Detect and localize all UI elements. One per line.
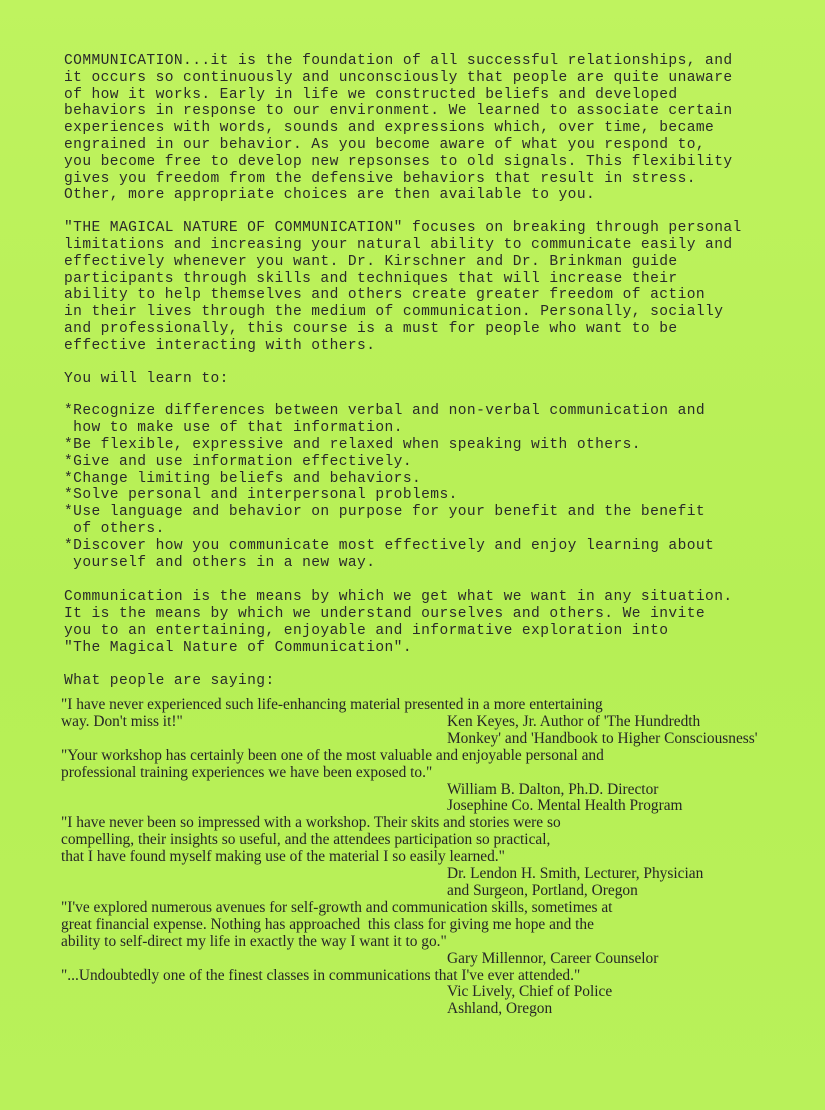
testimonial-text: that I have found myself making use of the material I so easily learned." bbox=[61, 848, 505, 866]
testimonial-attribution: Gary Millennor, Career Counselor bbox=[447, 949, 659, 967]
testimonial-text: ability to self-direct my life in exactly the way I want it to go." bbox=[61, 932, 447, 950]
list-item: *Discover how you communicate most effectively and enjoy learning about yourself and others in a new way. bbox=[64, 537, 715, 571]
intro-paragraph: COMMUNICATION...it is the foundation of all successful relationships, and it occurs so continuously and unconsciously that people are quite unaware of how it works. Early in life we constructed beliefs and developed behaviors in response to our environment. We learned to associate certain experiences with words, sounds and expressions which, over time, became engrained in our behavior. As you become aware of what you respond to, you become free to develop new repsonses to old signals. This flexibility gives you freedom from the defensive behaviors that result in stress. Other, more appropriate choices are then available to you. bbox=[64, 53, 733, 204]
testimonial-attribution: Vic Lively, Chief of Police bbox=[447, 983, 613, 1001]
testimonial-text: "I have never been so impressed with a workshop. Their skits and stories were so bbox=[61, 814, 561, 832]
list-item: *Give and use information effectively. bbox=[64, 453, 412, 470]
testimonial-text: way. Don't miss it!" bbox=[61, 712, 183, 730]
list-item: *Recognize differences between verbal and non-verbal communication and how to make use of that information. bbox=[64, 403, 706, 437]
closing-paragraph: Communication is the means by which we get what we want in any situation. It is the means by which we understand ourselves and others. We invite you to an entertaining, enjoyable and informative exploration into "The Magical Nature of Communication". bbox=[64, 589, 733, 656]
testimonial-text: "I have never experienced such life-enhancing material presented in a more entertaining bbox=[61, 696, 603, 713]
testimonial-attribution: William B. Dalton, Ph.D. Director bbox=[447, 780, 659, 798]
testimonial-text: "Your workshop has certainly been one of the most valuable and enjoyable personal and bbox=[61, 746, 604, 764]
testimonial-attribution: Ken Keyes, Jr. Author of 'The Hundredth bbox=[447, 712, 701, 730]
testimonial-text: "...Undoubtedly one of the finest classes in communications that I've ever attended." bbox=[61, 966, 581, 984]
testimonial-attribution: Dr. Lendon H. Smith, Lecturer, Physician bbox=[447, 865, 704, 883]
intro-section bbox=[64, 53, 804, 705]
testimonial-text: professional training experiences we have been exposed to." bbox=[61, 763, 433, 781]
list-item: *Solve personal and interpersonal problems. bbox=[64, 487, 458, 504]
learn-heading: You will learn to: bbox=[64, 370, 229, 387]
testimonials-heading: What people are saying: bbox=[64, 672, 275, 689]
list-item: *Be flexible, expressive and relaxed when speaking with others. bbox=[64, 436, 641, 453]
testimonial-text: great financial expense. Nothing has approached this class for giving me hope and the bbox=[61, 915, 594, 933]
testimonial-text: "I've explored numerous avenues for self-growth and communication skills, sometimes at bbox=[61, 898, 613, 916]
testimonial-text-row bbox=[61, 714, 821, 731]
testimonial-text: compelling, their insights so useful, and the attendees participation so practical, bbox=[61, 831, 551, 849]
testimonial-attribution: Ashland, Oregon bbox=[447, 1000, 553, 1018]
list-item: *Use language and behavior on purpose for your benefit and the benefit of others. bbox=[64, 504, 706, 537]
course-description-paragraph: "THE MAGICAL NATURE OF COMMUNICATION" focuses on breaking through personal limitations and increasing your natural ability to communicate easily and effectively whenever you want. Dr. Kirschner and Dr. Brinkman guide participants through skills and techniques that will increase their ability to help themselves and others create greater freedom of action in their lives through the medium of communication. Personally, socially and professionally, this course is a must for people who want to be effective interacting with others. bbox=[64, 220, 742, 354]
testimonial-attribution: Monkey' and 'Handbook to Higher Consciousness' bbox=[447, 729, 758, 747]
learn-list bbox=[64, 403, 804, 571]
testimonial-attribution: Josephine Co. Mental Health Program bbox=[447, 797, 683, 815]
testimonial-attribution: and Surgeon, Portland, Oregon bbox=[447, 881, 638, 899]
list-item: *Change limiting beliefs and behaviors. bbox=[64, 470, 422, 487]
testimonials-section bbox=[61, 697, 821, 1018]
